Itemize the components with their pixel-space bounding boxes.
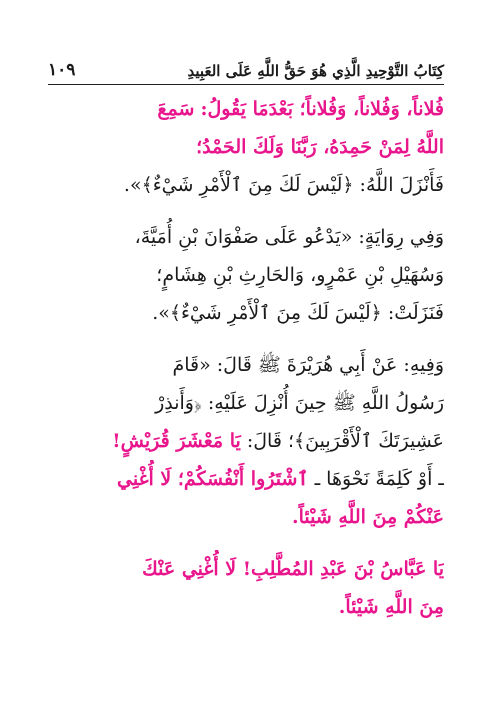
highlighted-hadith-text: ٱشْتَرُوا أَنْفُسَكُمْ؛ لَا أُغْنِي: [117, 468, 309, 490]
highlighted-hadith-text: يَا مَعْشَرَ قُرَيْشٍ!: [112, 430, 241, 452]
running-title: كِتَابُ التَّوْحِيدِ الَّذِي هُوَ حَقُّ اللَّهِ عَلَى العَبِيدِ: [187, 62, 444, 80]
text-line: [48, 460, 444, 498]
text-line: فَأَنْزَلَ اللَّهُ: ﴿لَيْسَ لَكَ مِنَ ٱلْأَمْرِ شَيْءٌ﴾».: [123, 174, 444, 196]
paragraph-3: [48, 346, 444, 536]
page-header: [48, 52, 444, 80]
highlighted-hadith-text: اللَّهُ لِمَنْ حَمِدَهُ، رَبَّنَا وَلَكَ الحَمْدُ؛: [196, 136, 444, 158]
text-segment: عَشِيرَتَكَ ٱلْأَقْرَبِينَ﴾؛ قَالَ:: [246, 430, 444, 452]
text-line: وَفِي رِوَايَةٍ: «يَدْعُو عَلَى صَفْوَانَ بْنِ أُمَيَّةَ،: [134, 226, 444, 248]
highlighted-hadith-text: سَمِعَ: [157, 98, 195, 120]
highlighted-hadith-text: عَنْكُمْ مِنَ اللَّهِ شَيْئاً.: [291, 506, 444, 528]
header-rule: [48, 84, 444, 85]
page-body: [48, 90, 444, 626]
highlighted-hadith-text: مِنَ اللَّهِ شَيْئاً.: [338, 596, 444, 618]
page-number: ١٠٩: [48, 60, 76, 80]
text-segment: ـ أَوْ كَلِمَةً نَحْوَهَا ـ: [314, 468, 444, 490]
paragraph-4: [48, 550, 444, 626]
highlighted-hadith-text: فُلاناً، وَفُلاناً، وَفُلاناً؛ بَعْدَمَا يَقُولُ:: [200, 98, 444, 120]
text-line: وَفِيهِ: عَنْ أَبِي هُرَيْرَةَ ﷺ قَالَ: «قَامَ: [172, 354, 444, 376]
highlighted-hadith-text: يَا عَبَّاسُ بْنَ عَبْدِ المُطَّلِبِ! لَا أُغْنِي عَنْكَ: [142, 558, 444, 580]
text-line: [48, 90, 444, 128]
paragraph-1: [48, 90, 444, 204]
text-line: وَسُهَيْلِ بْنِ عَمْرٍو، وَالحَارِثِ بْنِ هِشَامٍ؛: [156, 264, 444, 286]
text-line: رَسُولُ اللَّهِ ﷺ حِينَ أُنْزِلَ عَلَيْهِ: ﴿وَأَنذِرْ: [155, 392, 444, 414]
text-line: فَنَزَلَتْ: ﴿لَيْسَ لَكَ مِنَ ٱلْأَمْرِ شَيْءٌ﴾».: [152, 302, 444, 324]
text-line: [48, 422, 444, 460]
paragraph-2: [48, 218, 444, 332]
